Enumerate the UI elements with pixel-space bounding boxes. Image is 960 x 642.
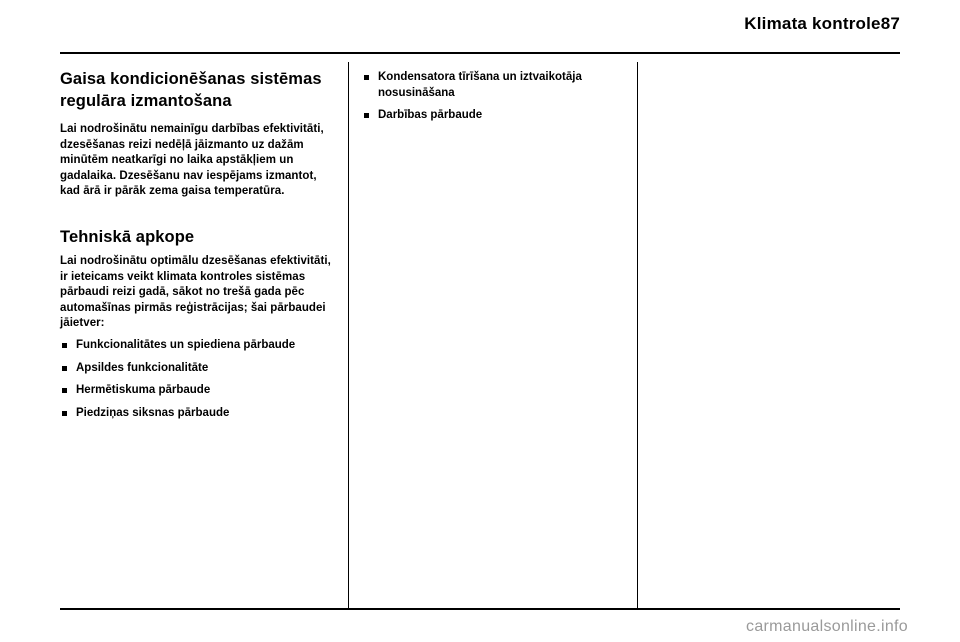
list-item (60, 361, 335, 377)
paragraph-air-conditioning: Lai nodrošinātu nemainīgu darbības efektivitāti, dzesēšanas reizi nedēļā jāizmanto uz dažām minūtēm neatkarīgi no laika apstākļiem un gadalaika. Dzesēšanu nav iespējams izmantot, kad ārā ir pārāk zema gaisa temperatūra. (60, 123, 324, 198)
page-title-text: Klimata kontrole (744, 14, 881, 33)
list-item-label: Piedziņas siksnas pārbaude (76, 406, 230, 419)
list-item (60, 406, 335, 422)
maintenance-bullet-list (60, 338, 335, 421)
list-item-label: Funkcionalitātes un spiediena pārbaude (76, 338, 296, 351)
list-item-label: Hermētiskuma pārbaude (76, 384, 211, 397)
text-column-1 (60, 68, 335, 428)
list-item (60, 383, 335, 399)
list-item (362, 70, 637, 101)
watermark: carmanualsonline.info (746, 618, 908, 635)
list-item-label: Darbības pārbaude (378, 109, 483, 122)
bullet-square-icon (364, 75, 369, 80)
section-heading-air-conditioning: Gaisa kondicionēšanas sistēmas regulāra izmantošana (60, 70, 322, 110)
bullet-square-icon (364, 113, 369, 118)
header-divider (60, 52, 900, 54)
paragraph-maintenance: Lai nodrošinātu optimālu dzesēšanas efektivitāti, ir ieteicams veikt klimata kontroles sistēmas pārbaudi reizi gadā, sākot no trešā gada pēc automašīnas pirmās reģistrācijas; šai pārbaudei jāietver: (60, 254, 331, 330)
bullet-square-icon (62, 343, 67, 348)
list-item-label: Apsildes funkcionalitāte (76, 361, 209, 374)
section-heading-maintenance: Tehniskā apkope (60, 227, 195, 246)
bullet-square-icon (62, 366, 67, 371)
text-column-2 (362, 68, 637, 131)
footer-divider (60, 608, 900, 610)
column-divider-1 (348, 62, 349, 608)
bullet-square-icon (62, 411, 67, 416)
page-title (744, 14, 900, 34)
list-item-label: Kondensatora tīrīšana un iztvaikotāja nosusināšana (378, 71, 582, 99)
maintenance-bullet-list-continued (362, 70, 637, 124)
page-header (60, 14, 900, 54)
list-item (60, 338, 335, 354)
list-item (362, 108, 637, 124)
page-number: 87 (880, 14, 900, 33)
column-divider-2 (637, 62, 638, 608)
bullet-square-icon (62, 388, 67, 393)
